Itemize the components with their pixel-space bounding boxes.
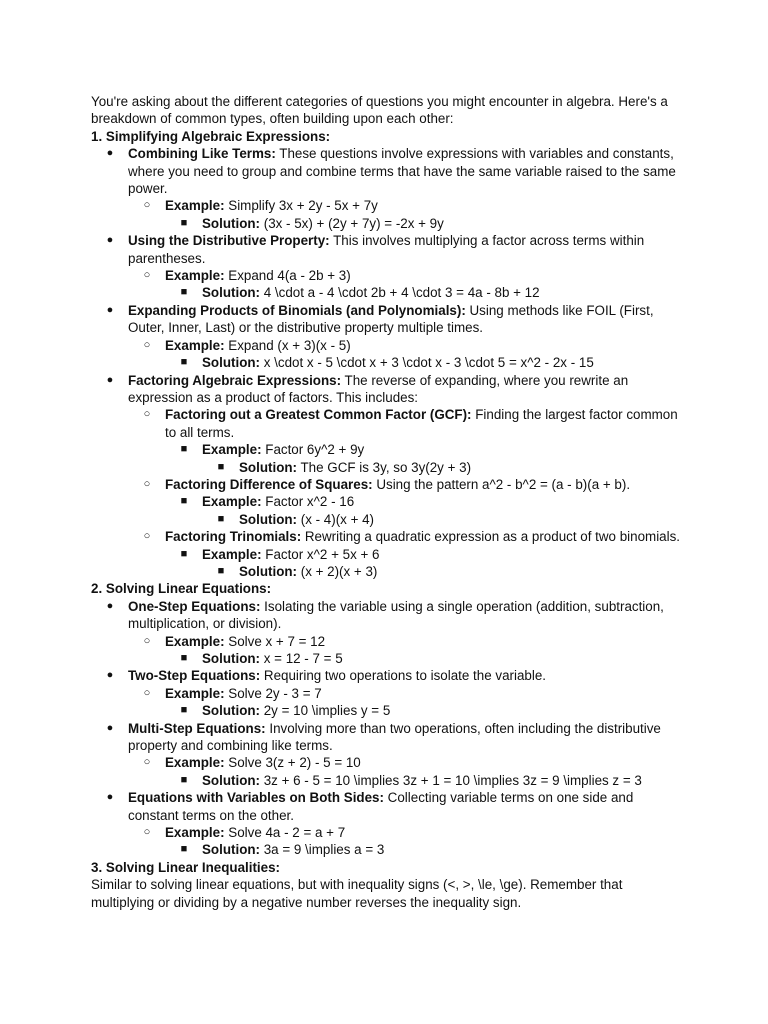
list-item: [91, 232, 681, 302]
list-item: [165, 215, 681, 232]
list-item: [91, 667, 681, 719]
list-item: [91, 302, 681, 372]
item-text: The reverse of expanding, where you rewrite an expression as a product of factors. This includes:: [128, 372, 629, 405]
item-title: Expanding Products of Binomials (and Polynomials):: [128, 302, 466, 318]
list-item: [202, 511, 681, 528]
example-text: Solve 3(z + 2) - 5 = 10: [224, 755, 361, 771]
solution-label: Solution:: [202, 355, 261, 371]
bullet-marker: ■: [180, 843, 188, 856]
list-item: [165, 493, 681, 528]
solution-label: Solution:: [202, 285, 261, 301]
bullet-marker: ○: [143, 408, 151, 421]
bullet-marker: ○: [143, 634, 151, 647]
item-text: Collecting variable terms on one side and constant terms on the other.: [128, 790, 634, 823]
bullet-marker: ■: [180, 547, 188, 560]
list-item: [165, 702, 681, 719]
bullet-marker: ■: [180, 704, 188, 717]
list-item: [128, 528, 681, 580]
item-text: Requiring two operations to isolate the variable.: [260, 668, 547, 684]
subitem-title: Factoring Difference of Squares:: [165, 476, 373, 492]
solution-text: 4 \cdot a - 4 \cdot 2b + 4 \cdot 3 = 4a - 8b + 12: [260, 285, 540, 301]
solution-text: 3z + 6 - 5 = 10 \implies 3z + 1 = 10 \implies 3z = 9 \implies z = 3: [260, 772, 642, 788]
list-item: [128, 337, 681, 372]
bullet-marker: ○: [143, 199, 151, 212]
subitem-text: Rewriting a quadratic expression as a product of two binomials.: [301, 529, 681, 545]
bullet-marker: ●: [106, 721, 114, 734]
bullet-list: [91, 598, 681, 859]
bullet-marker: ○: [143, 686, 151, 699]
solution-label: Solution:: [239, 459, 298, 475]
bullet-marker: ■: [217, 564, 225, 577]
bullet-marker: ■: [217, 512, 225, 525]
solution-label: Solution:: [239, 563, 298, 579]
subitem-title: Factoring out a Greatest Common Factor (GCF):: [165, 407, 472, 423]
example-label: Example:: [165, 825, 225, 841]
list-item: [128, 406, 681, 476]
list-item: [91, 789, 681, 859]
example-text: Expand 4(a - 2b + 3): [224, 268, 351, 284]
section-paragraph: Similar to solving linear equations, but with inequality signs (<, >, \le, \ge). Remember that multiplying or dividing by a negative number reverses the inequality sign.: [91, 877, 623, 910]
bullet-marker: ●: [106, 373, 114, 386]
example-label: Example:: [165, 337, 225, 353]
bullet-marker: ■: [180, 495, 188, 508]
subitem-text: Finding the largest factor common to all terms.: [165, 407, 678, 440]
list-item: [202, 563, 681, 580]
item-title: Two-Step Equations:: [128, 668, 261, 684]
section-heading: 3. Solving Linear Inequalities:: [91, 859, 280, 875]
list-item: [165, 650, 681, 667]
list-item: [91, 145, 681, 232]
bullet-marker: ○: [143, 530, 151, 543]
solution-text: x \cdot x - 5 \cdot x + 3 \cdot x - 3 \cdot 5 = x^2 - 2x - 15: [260, 355, 594, 371]
solution-text: (3x - 5x) + (2y + 7y) = -2x + 9y: [260, 215, 444, 231]
item-text: This involves multiplying a factor across terms within parentheses.: [128, 233, 645, 266]
example-text: Solve 4a - 2 = a + 7: [224, 825, 346, 841]
bullet-marker: ○: [143, 338, 151, 351]
solution-text: (x + 2)(x + 3): [297, 563, 378, 579]
example-label: Example:: [202, 546, 262, 562]
example-label: Example:: [165, 198, 225, 214]
bullet-marker: ■: [180, 216, 188, 229]
bullet-marker: ■: [180, 773, 188, 786]
item-text: Using methods like FOIL (First, Outer, Inner, Last) or the distributive property multiple times.: [128, 302, 654, 336]
bullet-marker: ■: [217, 460, 225, 473]
bullet-marker: ○: [143, 756, 151, 769]
bullet-marker: ■: [180, 356, 188, 369]
subitem-text: Using the pattern a^2 - b^2 = (a - b)(a + b).: [372, 476, 631, 492]
item-title: Equations with Variables on Both Sides:: [128, 790, 384, 806]
list-item: [91, 720, 681, 790]
bullet-marker: ○: [143, 269, 151, 282]
bullet-list: [91, 145, 681, 580]
bullet-marker: ●: [106, 234, 114, 247]
list-item: [91, 598, 681, 668]
item-title: Combining Like Terms:: [128, 146, 276, 162]
list-item: [128, 197, 681, 232]
list-item: [165, 354, 681, 371]
solution-label: Solution:: [202, 772, 261, 788]
bullet-marker: ●: [106, 669, 114, 682]
solution-text: x = 12 - 7 = 5: [260, 651, 343, 666]
list-item: [128, 476, 681, 528]
item-text: These questions involve expressions with variables and constants, where you need to group and combine terms that have the same variable raised to the same power.: [128, 146, 676, 197]
list-item: [202, 459, 681, 476]
bullet-marker: ■: [180, 286, 188, 299]
solution-label: Solution:: [202, 651, 261, 666]
list-item: [128, 685, 681, 720]
section-heading: 2. Solving Linear Equations:: [91, 581, 272, 597]
example-label: Example:: [165, 268, 225, 284]
example-text: Factor x^2 + 5x + 6: [261, 546, 380, 562]
document-body: [91, 93, 681, 911]
bullet-marker: ●: [106, 599, 114, 612]
item-title: Factoring Algebraic Expressions:: [128, 372, 342, 388]
list-item: [165, 441, 681, 476]
bullet-marker: ●: [106, 147, 114, 160]
bullet-marker: ■: [180, 652, 188, 664]
solution-text: 2y = 10 \implies y = 5: [260, 703, 391, 719]
example-text: Solve 2y - 3 = 7: [224, 685, 322, 701]
list-item: [165, 841, 681, 858]
subitem-title: Factoring Trinomials:: [165, 529, 302, 545]
example-label: Example:: [202, 494, 262, 510]
item-title: One-Step Equations:: [128, 598, 261, 614]
list-item: [165, 772, 681, 789]
example-label: Example:: [165, 755, 225, 771]
solution-text: The GCF is 3y, so 3y(2y + 3): [297, 459, 472, 475]
bullet-marker: ○: [143, 477, 151, 490]
item-text: Isolating the variable using a single operation (addition, subtraction, multiplication, or division).: [128, 598, 664, 632]
list-item: [128, 754, 681, 789]
example-label: Example:: [202, 442, 262, 458]
item-title: Using the Distributive Property:: [128, 233, 330, 249]
list-item: [165, 284, 681, 301]
intro-paragraph: You're asking about the different categories of questions you might encounter in algebra. Here's a breakdown of common types, often building upon each other:: [91, 94, 668, 127]
example-text: Simplify 3x + 2y - 5x + 7y: [224, 198, 378, 214]
list-item: [128, 267, 681, 302]
example-label: Example:: [165, 685, 225, 701]
solution-label: Solution:: [202, 215, 261, 231]
solution-label: Solution:: [239, 511, 298, 527]
solution-label: Solution:: [202, 703, 261, 719]
example-text: Expand (x + 3)(x - 5): [224, 337, 351, 353]
bullet-marker: ○: [143, 826, 151, 839]
solution-text: (x - 4)(x + 4): [297, 511, 375, 527]
example-text: Factor 6y^2 + 9y: [261, 442, 365, 458]
item-title: Multi-Step Equations:: [128, 720, 266, 736]
solution-label: Solution:: [202, 842, 261, 858]
example-text: Solve x + 7 = 12: [224, 633, 326, 649]
bullet-marker: ●: [106, 303, 114, 316]
list-item: [165, 546, 681, 581]
section-heading: 1. Simplifying Algebraic Expressions:: [91, 128, 331, 144]
solution-text: 3a = 9 \implies a = 3: [260, 842, 385, 858]
item-text: Involving more than two operations, often including the distributive property and combining like terms.: [128, 720, 661, 754]
list-item: [128, 633, 681, 668]
example-text: Factor x^2 - 16: [261, 494, 355, 510]
list-item: [128, 824, 681, 859]
list-item: [91, 372, 681, 581]
example-label: Example:: [165, 633, 225, 649]
bullet-marker: ■: [180, 443, 188, 456]
bullet-marker: ●: [106, 791, 114, 804]
